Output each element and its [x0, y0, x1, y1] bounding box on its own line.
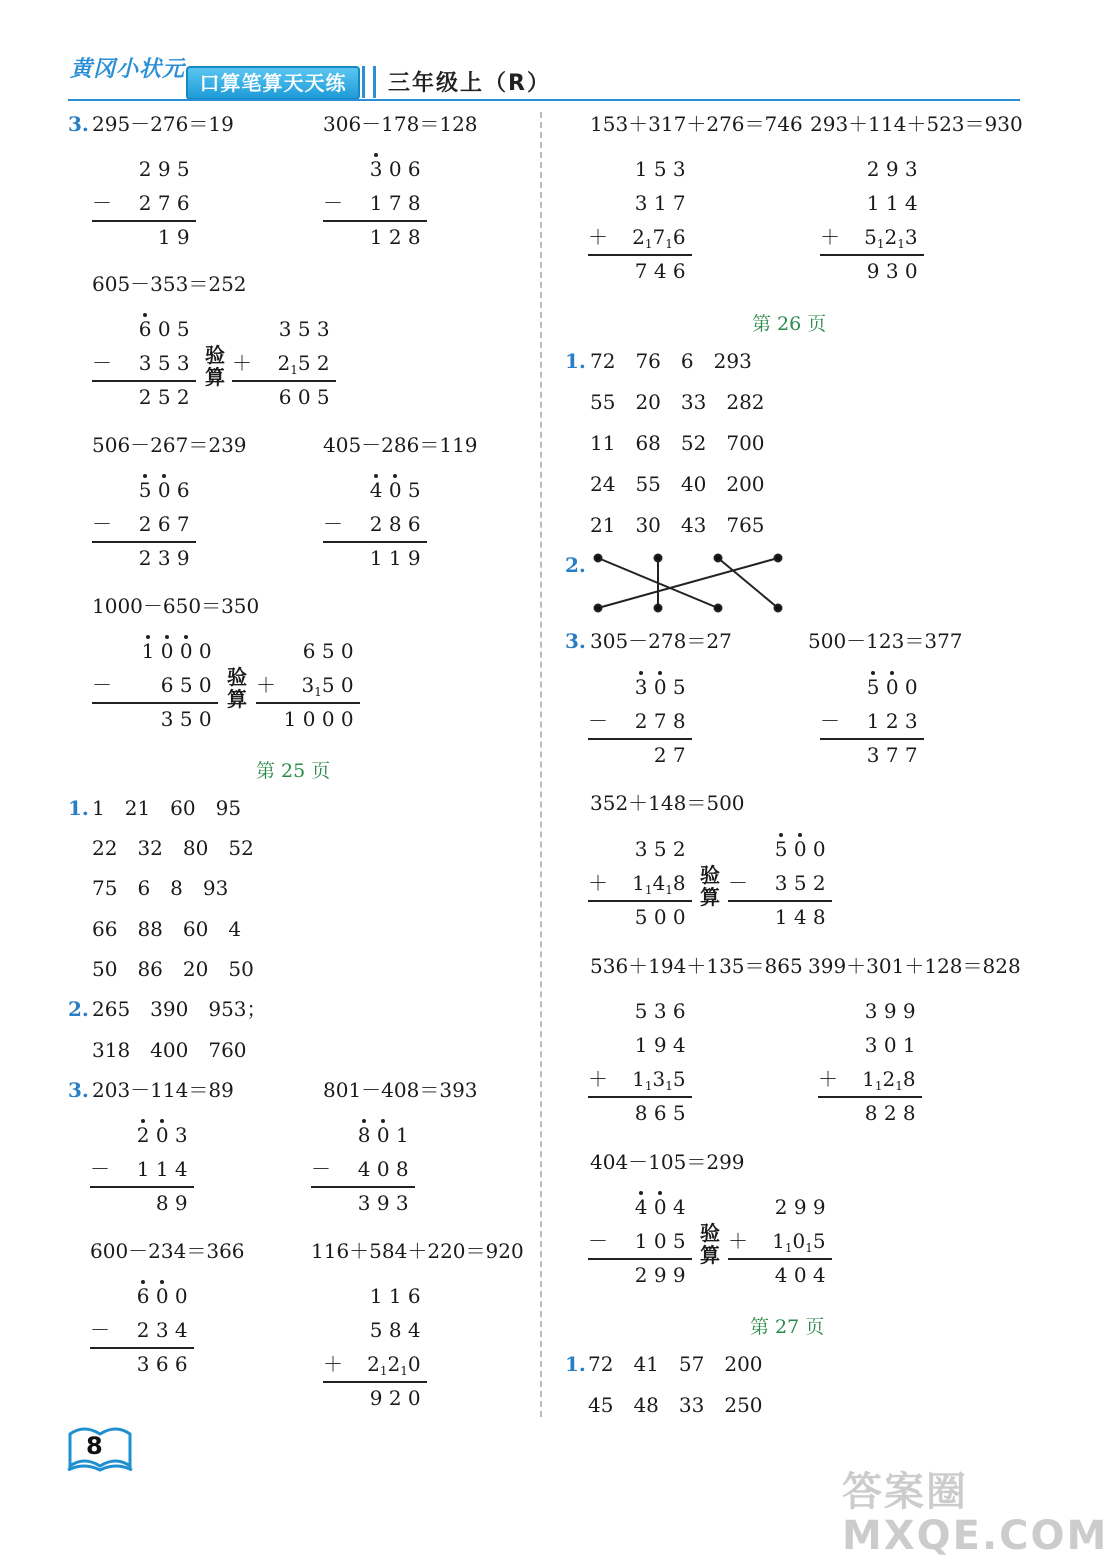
vertical-calculation: 2 9 3 1 1 4 ＋ $5_12_13$ 9 3 0	[820, 157, 924, 283]
check-calculation: 2 9 9 ＋ $1_10_15$ 4 0 4	[728, 1195, 832, 1287]
vertical-calculation: 3 0 5 － 2 7 8 2 7	[588, 675, 692, 767]
equation: 404－105＝299	[590, 1150, 745, 1174]
check-calculation: 5 0 0 － 3 5 2 1 4 8	[728, 837, 832, 929]
equation: 116＋584＋220＝920	[311, 1239, 524, 1263]
page-heading: 第 27 页	[750, 1316, 825, 1338]
check-label: 验算	[700, 1221, 720, 1267]
question-number: 3.	[68, 112, 89, 136]
answer-row: 72 76 6 293	[590, 349, 752, 373]
answer-row: 45 48 33 250	[588, 1393, 763, 1417]
check-calculation: 3 5 3 ＋ $2_15$ 2 6 0 5	[232, 317, 336, 409]
vertical-calculation: 8 0 1 － 4 0 8 3 9 3	[311, 1123, 415, 1215]
answer-row: 55 20 33 282	[590, 390, 765, 414]
answer-row: 1 21 60 95	[92, 796, 242, 820]
header-divider	[362, 66, 376, 98]
vertical-calculation: 1 0 0 0 － 6 5 0 3 5 0	[92, 639, 218, 731]
brand-logo: 黄冈小状元	[70, 57, 186, 82]
vertical-calculation: 3 9 9 3 0 1 ＋ $1_12_18$ 8 2 8	[818, 999, 922, 1125]
vertical-calculation: 6 0 0 － 2 3 4 3 6 6	[90, 1284, 194, 1376]
page-number: 8	[86, 1432, 103, 1460]
answer-row: 318 400 760	[92, 1038, 247, 1062]
equation: 305－278＝27	[590, 629, 732, 653]
check-label: 验算	[227, 665, 247, 711]
question-number: 3.	[565, 629, 586, 653]
answer-row: 11 68 52 700	[590, 431, 765, 455]
watermark: 答案圈 MXQE.COM	[842, 1469, 1108, 1559]
question-number: 2.	[68, 997, 89, 1021]
equation: 600－234＝366	[90, 1239, 245, 1263]
equation: 293＋114＋523＝930	[810, 112, 1023, 136]
answer-row: 21 30 43 765	[590, 513, 765, 537]
question-number: 1.	[565, 1352, 586, 1376]
equation: 306－178＝128	[323, 112, 478, 136]
check-calculation: 6 5 0 ＋ $3_15$ 0 1 0 0 0	[256, 639, 360, 731]
vertical-calculation: 3 5 2 ＋ $1_14_18$ 5 0 0	[588, 837, 692, 929]
vertical-calculation: 3 0 6 － 1 7 8 1 2 8	[323, 157, 427, 249]
column-divider	[540, 112, 542, 1417]
page-heading: 第 26 页	[752, 313, 827, 335]
equation: 405－286＝119	[323, 433, 478, 457]
vertical-calculation: 5 0 6 － 2 6 7 2 3 9	[92, 478, 196, 570]
check-label: 验算	[205, 343, 225, 389]
answer-row: 24 55 40 200	[590, 472, 765, 496]
equation: 399＋301＋128＝828	[808, 954, 1021, 978]
check-label: 验算	[700, 863, 720, 909]
vertical-calculation: 1 1 6 5 8 4 ＋ $2_12_10$ 9 2 0	[323, 1284, 427, 1410]
grade-title: 三年级上（R）	[388, 71, 551, 96]
header-rule	[68, 99, 1020, 101]
equation: 506－267＝239	[92, 433, 247, 457]
equation: 605－353＝252	[92, 272, 247, 296]
equation: 203－114＝89	[92, 1078, 234, 1102]
vertical-calculation: 6 0 5 － 3 5 3 2 5 2	[92, 317, 196, 409]
vertical-calculation: 5 0 0 － 1 2 3 3 7 7	[820, 675, 924, 767]
series-banner: 口算笔算天天练	[186, 66, 360, 100]
equation: 536＋194＋135＝865	[590, 954, 803, 978]
question-number: 3.	[68, 1078, 89, 1102]
page-heading: 第 25 页	[256, 760, 331, 782]
question-number: 1.	[565, 349, 586, 373]
equation: 801－408＝393	[323, 1078, 478, 1102]
question-number: 2.	[565, 553, 586, 577]
vertical-calculation: 2 9 5 － 2 7 6 1 9	[92, 157, 196, 249]
answer-row: 265 390 953；	[92, 997, 267, 1021]
answer-row: 72 41 57 200	[588, 1352, 763, 1376]
vertical-calculation: 1 5 3 3 1 7 ＋ $2_17_16$ 7 4 6	[588, 157, 692, 283]
vertical-calculation: 4 0 5 － 2 8 6 1 1 9	[323, 478, 427, 570]
answer-row: 22 32 80 52	[92, 836, 254, 860]
answer-row: 75 6 8 93	[92, 876, 229, 900]
matching-lines	[590, 550, 786, 614]
vertical-calculation: 5 3 6 1 9 4 ＋ $1_13_15$ 8 6 5	[588, 999, 692, 1125]
equation: 352＋148＝500	[590, 791, 745, 815]
page-number-badge	[64, 1422, 136, 1482]
equation: 500－123＝377	[808, 629, 963, 653]
answer-row: 66 88 60 4	[92, 917, 242, 941]
question-number: 1.	[68, 796, 89, 820]
equation: 153＋317＋276＝746	[590, 112, 803, 136]
vertical-calculation: 4 0 4 － 1 0 5 2 9 9	[588, 1195, 692, 1287]
vertical-calculation: 2 0 3 － 1 1 4 8 9	[90, 1123, 194, 1215]
equation: 1000－650＝350	[92, 594, 260, 618]
answer-row: 50 86 20 50	[92, 957, 254, 981]
equation: 295－276＝19	[92, 112, 234, 136]
